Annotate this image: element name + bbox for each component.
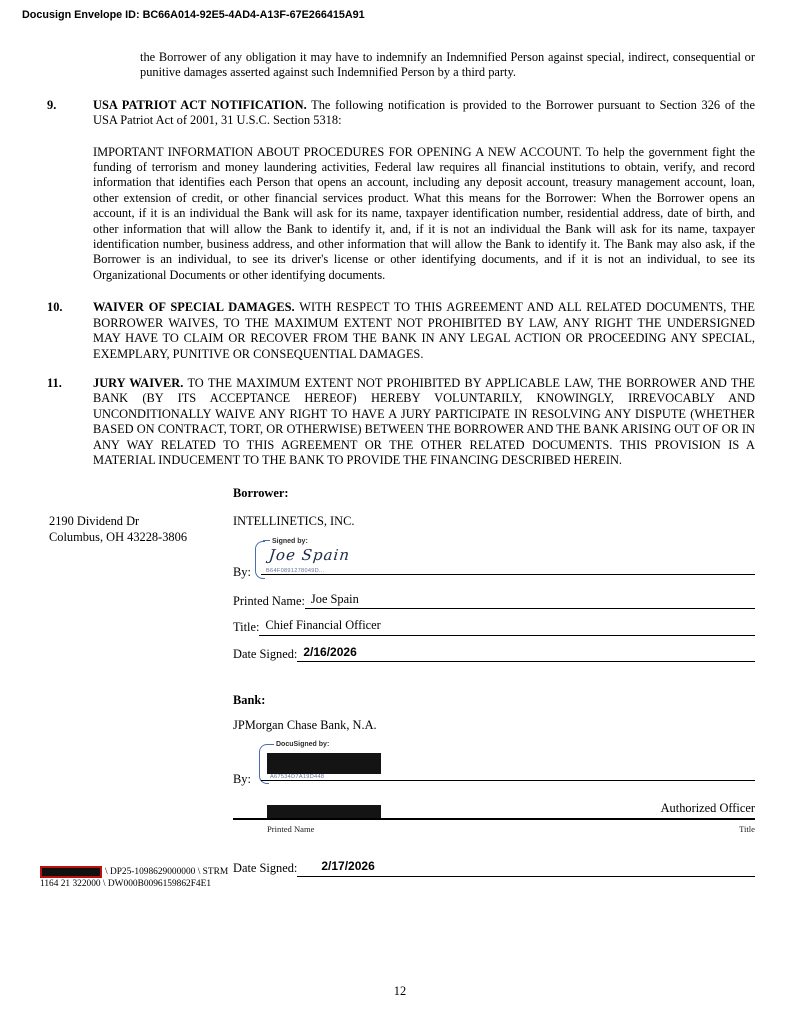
borrower-company-name: INTELLINETICS, INC. [233,514,355,529]
bank-signature-row [233,738,755,790]
printed-name-caption: Printed Name [267,823,315,834]
section-text [93,300,755,362]
borrower-address-line2: Columbus, OH 43228-3806 [49,529,188,544]
borrower-address-line1: 2190 Dividend Dr [49,514,140,529]
bank-signature-line [261,780,755,781]
document-body [0,50,800,468]
bank-printed-name-title-row [233,797,755,820]
section-11 [47,376,755,468]
section-text [93,98,755,129]
printed-name-value: Joe Spain [305,592,755,609]
section-paragraph: TO THE MAXIMUM EXTENT NOT PROHIBITED BY APPLICABLE LAW, THE BORROWER AND THE BANK (BY ITS ACCEPTANCE HEREOF) HEREBY VOLUNTARILY, KNOWINGLY, IRREVOCABLY AND UNCONDITIONALLY WAIVE ANY RIGHT TO HAVE A JURY PARTICIPATE IN RESOLVING ANY DISPUTE (WHETHER BASED ON CONTRACT, TORT, OR OTHERWISE) BETWEEN THE BORROWER AND THE BANK ARISING OUT OF OR IN ANY WAY RELATED TO THIS AGREEMENT OR THE OTHER RELATED DOCUMENTS. THIS PROVISION IS A MATERIAL INDUCEMENT TO THE BANK TO PROVIDE THE FINANCING DESCRIBED HEREIN. [93,375,756,467]
bank-date-row [233,859,755,876]
borrower-signature: Joe Spain [268,545,351,564]
bank-by-label: By: [233,772,251,787]
section-heading: JURY WAIVER. [93,375,184,390]
section-heading: USA PATRIOT ACT NOTIFICATION. [93,97,307,112]
section-10 [47,300,755,362]
signed-by-label [263,538,308,546]
borrower-signature-id: B64F0891278049D... [266,568,325,575]
bank-heading: Bank: [233,693,266,708]
bank-signature-id: A67534D7A19D448 [270,774,325,781]
docusigned-by-label-text: DocuSigned by: [276,740,330,748]
title-caption: Title [739,823,755,834]
redacted-printed-name-box [267,805,381,818]
docusign-envelope-id: Docusign Envelope ID: BC66A014-92E5-4AD4-A13F-67E266415A91 [22,9,365,21]
date-signed-label: Date Signed: [233,646,298,661]
borrower-by-label: By: [233,565,251,580]
section-paragraph: The following notification is provided to the Borrower pursuant to Section 326 of the USA Patriot Act of 2001, 31 U.S.C. Section 5318: [93,97,755,128]
section-heading: WAIVER OF SPECIAL DAMAGES. [93,300,295,315]
footer-code-line-2: 1164 21 322000 \ DW000B0096159862F4E1 [40,879,212,889]
footer-code-text-1: \ DP25-1098629000000 \ STRM [105,867,229,877]
title-value: Chief Financial Officer [259,618,755,635]
docusigned-by-label [267,741,329,749]
patriot-act-paragraph: IMPORTANT INFORMATION ABOUT PROCEDURES FOR OPENING A NEW ACCOUNT. To help the government fight the funding of terrorism and money laundering activities, Federal law requires all financial institutions to obtain, verify, and record information that identifies each Person that opens an account, including any deposit account, treasury management account, loan, other extension of credit, or other financial services product. What this means for the Borrower: When the Borrower opens an account, if it is an individual the Bank will ask for its name, taxpayer identification number, residential address, date of birth, and other information that will allow the Bank to identify it, and, if it is not an individual the Bank will ask for its name, taxpayer identification number, business address, and other information that will allow the Bank to identify it. The Bank may also ask, if the Borrower is an individual, to see its driver's license or other identifying documents, and if it is not an individual, to see its Organizational Documents or other identifying documents. [93,144,755,282]
date-signed-value: 2/17/2026 [297,859,755,876]
page-number: 12 [393,984,407,998]
borrower-title-row [233,618,755,635]
borrower-address [49,514,187,545]
date-signed-value: 2/16/2026 [297,645,755,662]
borrower-heading: Borrower: [233,486,289,500]
signature-area [0,486,800,877]
borrower-printed-name-row [233,592,755,609]
section-9 [47,98,755,129]
printed-name-label: Printed Name: [233,593,305,608]
redacted-account-box [40,866,102,878]
section-number: 11. [47,375,62,390]
borrower-date-row [233,645,755,662]
borrower-signature-line [261,574,755,575]
date-signed-label: Date Signed: [233,861,298,876]
section-paragraph: WITH RESPECT TO THIS AGREEMENT AND ALL RELATED DOCUMENTS, THE BORROWER WAIVES, TO THE MAXIMUM EXTENT NOT PROHIBITED BY LAW, ANY RIGHT THE UNDERSIGNED MAY HAVE TO CLAIM OR RECOVER FROM THE BANK IN ANY LEGAL ACTION OR PROCEEDING ANY SPECIAL, EXEMPLARY, PUNITIVE OR CONSEQUENTIAL DAMAGES. [93,300,755,361]
borrower-signature-row [233,536,755,583]
bank-company-name: JPMorgan Chase Bank, N.A. [233,718,377,733]
footer-reference-codes [40,866,228,890]
title-label: Title: [233,620,260,635]
section-text [93,376,755,468]
section-number: 10. [47,300,63,315]
bank-signature-captions [267,822,755,837]
continuation-paragraph: the Borrower of any obligation it may have to indemnify an Indemnified Person against special, indirect, consequential or punitive damages asserted against such Indemnified Person by a third party. [140,50,755,80]
signed-by-label-text: Signed by: [272,537,308,545]
footer-code-line-1 [40,866,228,878]
section-number: 9. [47,97,57,112]
authorized-officer-text: Authorized Officer [660,801,755,816]
